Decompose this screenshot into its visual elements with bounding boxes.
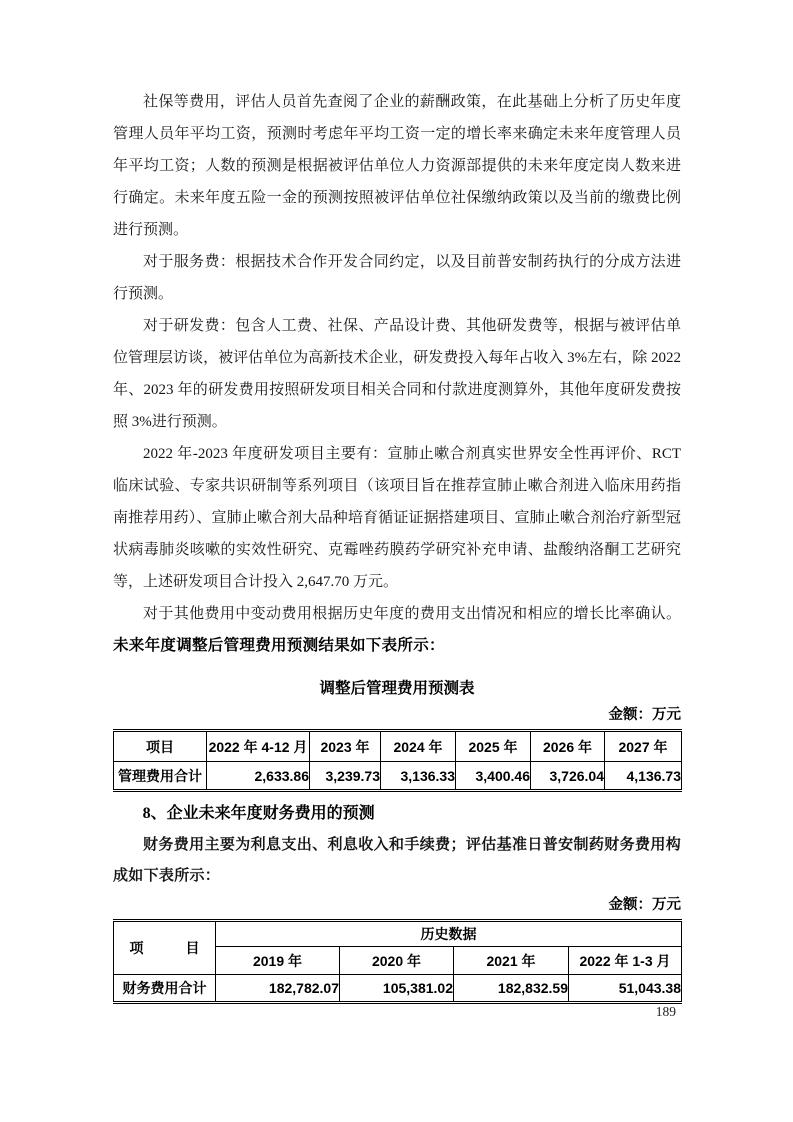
- finance-row-label: 财务费用合计: [114, 975, 216, 1003]
- mgmt-header-2026: 2026 年: [531, 731, 605, 762]
- finance-header-2020: 2020 年: [340, 947, 454, 975]
- mgmt-header-2023: 2023 年: [310, 731, 381, 762]
- finance-header-item: 项 目: [114, 921, 216, 975]
- mgmt-row-label: 管理费用合计: [114, 762, 207, 791]
- finance-expense-table: [113, 919, 682, 1004]
- mgmt-header-2027: 2027 年: [605, 731, 682, 762]
- paragraph-service-fee: 对于服务费：根据技术合作开发合同约定，以及目前普安制药执行的分成方法进行预测。: [113, 254, 681, 302]
- finance-intro-paragraph: 财务费用主要为利息支出、利息收入和手续费；评估基准日普安制药财务费用构成如下表所示：: [113, 837, 681, 884]
- paragraph-rd-projects: 2022 年-2023 年度研发项目主要有：宣肺止嗽合剂真实世界安全性再评价、RCT 临床试验、专家共识研制等系列项目（该项目旨在推荐宣肺止嗽合剂进入临床用药指南推荐用药）、宣肺止嗽合剂大品种培育循证证据搭建项目、宣肺止嗽合剂治疗新型冠状病毒肺炎咳嗽的实效性研究、克霉唑药膜药学研究补充申请、盐酸纳洛酮工艺研究等，上述研发项目合计投入 2,647.70 万元。: [113, 446, 681, 590]
- mgmt-header-item: 项目: [114, 731, 207, 762]
- mgmt-value-2024: 3,136.33: [381, 762, 456, 791]
- finance-header-historical-data: 历史数据: [216, 921, 682, 947]
- finance-value-2022q1: 51,043.38: [569, 975, 682, 1003]
- mgmt-value-2022: 2,633.86: [207, 762, 310, 791]
- mgmt-table-data-row: [114, 762, 682, 791]
- mgmt-value-2023: 3,239.73: [310, 762, 381, 791]
- paragraph-other-costs: [113, 598, 681, 662]
- mgmt-table-title: 调整后管理费用预测表: [319, 680, 475, 697]
- mgmt-header-2024: 2024 年: [381, 731, 456, 762]
- finance-header-2022q1: 2022 年 1-3 月: [569, 947, 682, 975]
- mgmt-table-unit-label: 金额：万元: [608, 707, 681, 723]
- management-expense-forecast-table: [113, 729, 682, 792]
- finance-value-2021: 182,832.59: [454, 975, 569, 1003]
- finance-table-unit-label: 金额：万元: [608, 897, 681, 913]
- mgmt-value-2026: 3,726.04: [531, 762, 605, 791]
- page-content: [113, 86, 681, 1004]
- finance-value-2019: 182,782.07: [216, 975, 340, 1003]
- finance-header-2021: 2021 年: [454, 947, 569, 975]
- finance-table-group-row: [114, 921, 682, 947]
- mgmt-header-2022: 2022 年 4-12 月: [207, 731, 310, 762]
- paragraph-other-costs-emphasis: 未来年度调整后管理费用预测结果如下表所示：: [113, 637, 445, 654]
- paragraph-rd-fee: 对于研发费：包含人工费、社保、产品设计费、其他研发费等，根据与被评估单位管理层访谈，被评估单位为高新技术企业，研发费投入每年占收入 3%左右，除 2022 年、2023 年的研发费用按照研发项目相关合同和付款进度测算外，其他年度研发费按照 3%进行预测。: [113, 318, 681, 430]
- finance-header-2019: 2019 年: [216, 947, 340, 975]
- finance-table-data-row: [114, 975, 682, 1003]
- section-8-heading: 8、企业未来年度财务费用的预测: [142, 805, 375, 822]
- page-number: 189: [655, 1004, 676, 1019]
- mgmt-table-header-row: [114, 731, 682, 762]
- finance-value-2020: 105,381.02: [340, 975, 454, 1003]
- paragraph-other-costs-text: 对于其他费用中变动费用根据历史年度的费用支出情况和相应的增长比率确认。: [143, 606, 681, 622]
- paragraph-payroll-forecast: 社保等费用，评估人员首先查阅了企业的薪酬政策，在此基础上分析了历史年度管理人员年平均工资，预测时考虑年平均工资一定的增长率来确定未来年度管理人员年平均工资；人数的预测是根据被评估单位人力资源部提供的未来年度定岗人数来进行确定。未来年度五险一金的预测按照被评估单位社保缴纳政策以及当前的缴费比例进行预测。: [113, 94, 681, 238]
- mgmt-value-2027: 4,136.73: [605, 762, 682, 791]
- mgmt-value-2025: 3,400.46: [456, 762, 531, 791]
- mgmt-header-2025: 2025 年: [456, 731, 531, 762]
